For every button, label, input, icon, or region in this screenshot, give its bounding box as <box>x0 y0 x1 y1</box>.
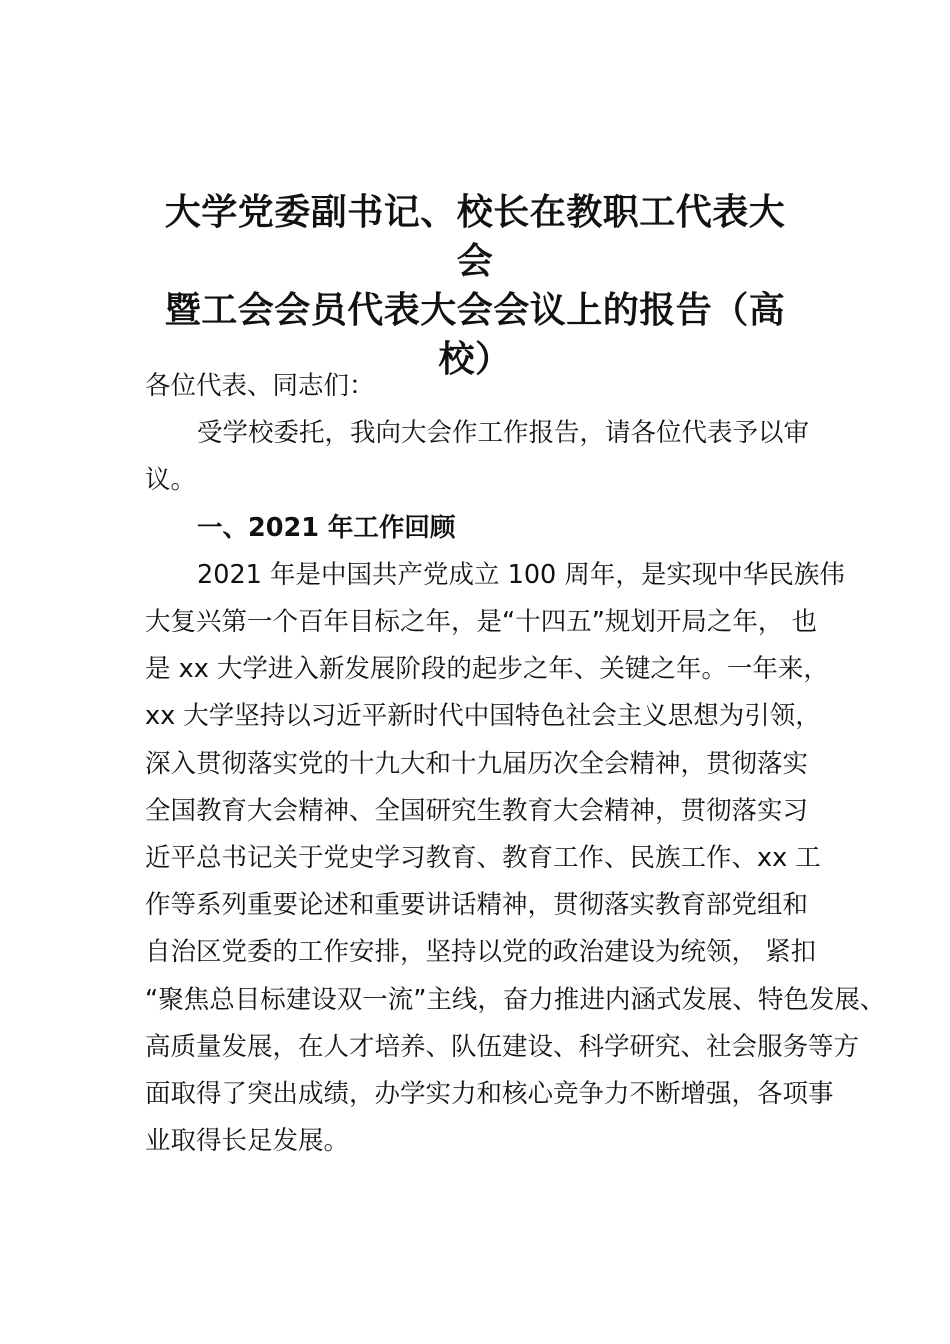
paragraph-line: 全国教育大会精神、全国研究生教育大会精神，贯彻落实习 <box>145 795 809 826</box>
document-body <box>145 363 886 1165</box>
section-heading: 一、2021 年工作回顾 <box>197 512 456 543</box>
paragraph-line: 近平总书记关于党史学习教育、教育工作、民族工作、xx 工 <box>145 843 821 874</box>
title-line: 校） <box>438 339 512 380</box>
title-line: 暨工会会员代表大会会议上的报告（高 <box>164 290 786 331</box>
paragraph-line: 2021 年是中国共产党成立 100 周年，是实现中华民族伟 <box>197 559 845 590</box>
paragraph-line: 是 xx 大学进入新发展阶段的起步之年、关键之年。一年来， <box>145 654 829 685</box>
paragraph-line: xx 大学坚持以习近平新时代中国特色社会主义思想为引领， <box>145 701 821 732</box>
intro-line: 议。 <box>145 465 197 496</box>
paragraph-line: 大复兴第一个百年目标之年，是“十四五”规划开局之年， 也 <box>145 607 818 638</box>
paragraph-line: “聚焦总目标建设双一流”主线，奋力推进内涵式发展、特色发展、 <box>145 984 886 1015</box>
paragraph-line: 自治区党委的工作安排，坚持以党的政治建设为统领， 紧扣 <box>145 937 817 968</box>
paragraph-line: 深入贯彻落实党的十九大和十九届历次全会精神，贯彻落实 <box>145 748 809 779</box>
paragraph-line: 高质量发展，在人才培养、队伍建设、科学研究、社会服务等方 <box>145 1031 860 1062</box>
salutation: 各位代表、同志们： <box>145 371 375 401</box>
paragraph-line: 作等系列重要论述和重要讲话精神，贯彻落实教育部党组和 <box>145 890 809 921</box>
paragraph-line: 业取得长足发展。 <box>145 1126 350 1157</box>
document-title <box>150 188 800 384</box>
intro-line: 受学校委托，我向大会作工作报告，请各位代表予以审 <box>197 418 810 449</box>
title-line: 大学党委副书记、校长在教职工代表大会 <box>164 192 786 282</box>
paragraph-line: 面取得了突出成绩，办学实力和核心竞争力不断增强，各项事 <box>145 1079 834 1110</box>
